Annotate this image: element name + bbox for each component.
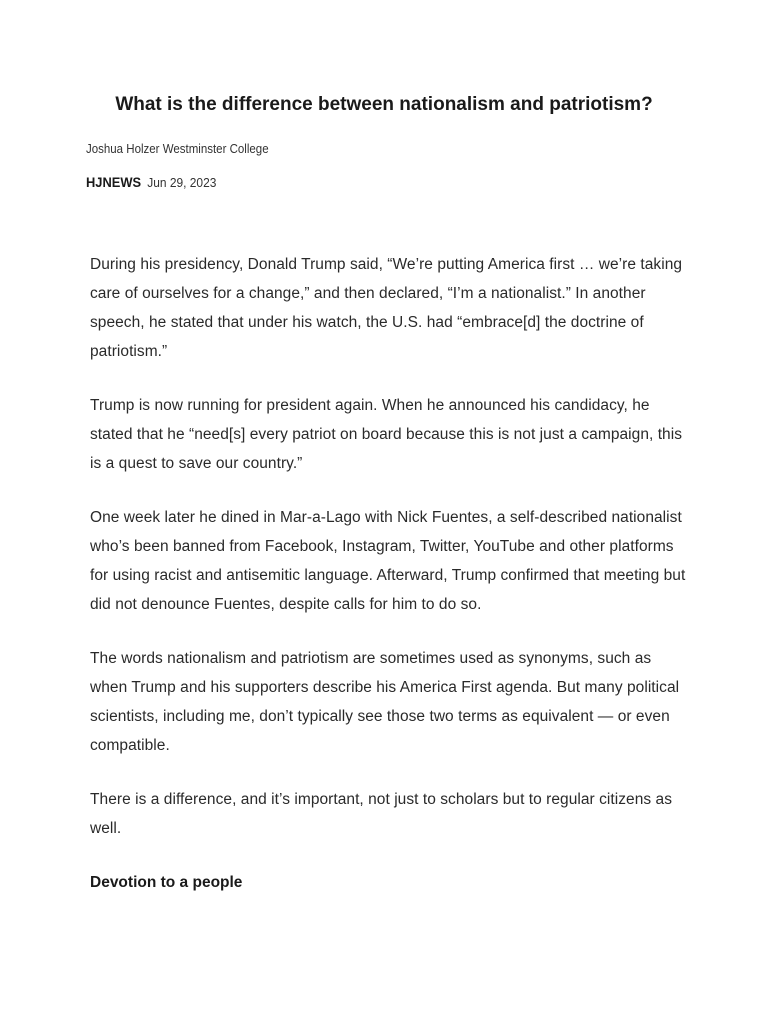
publish-date: Jun 29, 2023 — [147, 175, 217, 190]
paragraph-2: Trump is now running for president again. When he announced his candidacy, he stated that he “need[s] every patriot on board because this is not just a campaign, this is a quest to save our country.” — [90, 397, 683, 472]
outlet-name: HJNEWS — [86, 174, 142, 190]
paragraph-3: One week later he dined in Mar-a-Lago with Nick Fuentes, a self-described nationalist who’s been banned from Facebook, Instagram, Twitter, YouTube and other platforms for using racist and antisemitic language. Afterward, Trump confirmed that meeting but did not denounce Fuentes, despite calls for him to do so. — [90, 509, 686, 613]
paragraph-5: There is a difference, and it’s important, not just to scholars but to regular citizens as well. — [90, 791, 673, 837]
source-line — [86, 172, 216, 193]
paragraph-4: The words nationalism and patriotism are sometimes used as synonyms, such as when Trump and his supporters describe his America First agenda. But many political scientists, including me, don’t typically see those two terms as equivalent — or even compatible. — [90, 650, 680, 754]
paragraph-1: During his presidency, Donald Trump said, “We’re putting America first … we’re taking care of ourselves for a change,” and then declared, “I’m a nationalist.” In another speech, he stated that under his watch, the U.S. had “embrace[d] the doctrine of patriotism.” — [90, 256, 683, 360]
article-body — [90, 250, 690, 897]
author-byline: Joshua Holzer Westminster College — [86, 142, 269, 156]
article-title: What is the difference between nationalism and patriotism? — [115, 94, 653, 115]
section-subheading: Devotion to a people — [90, 874, 243, 891]
